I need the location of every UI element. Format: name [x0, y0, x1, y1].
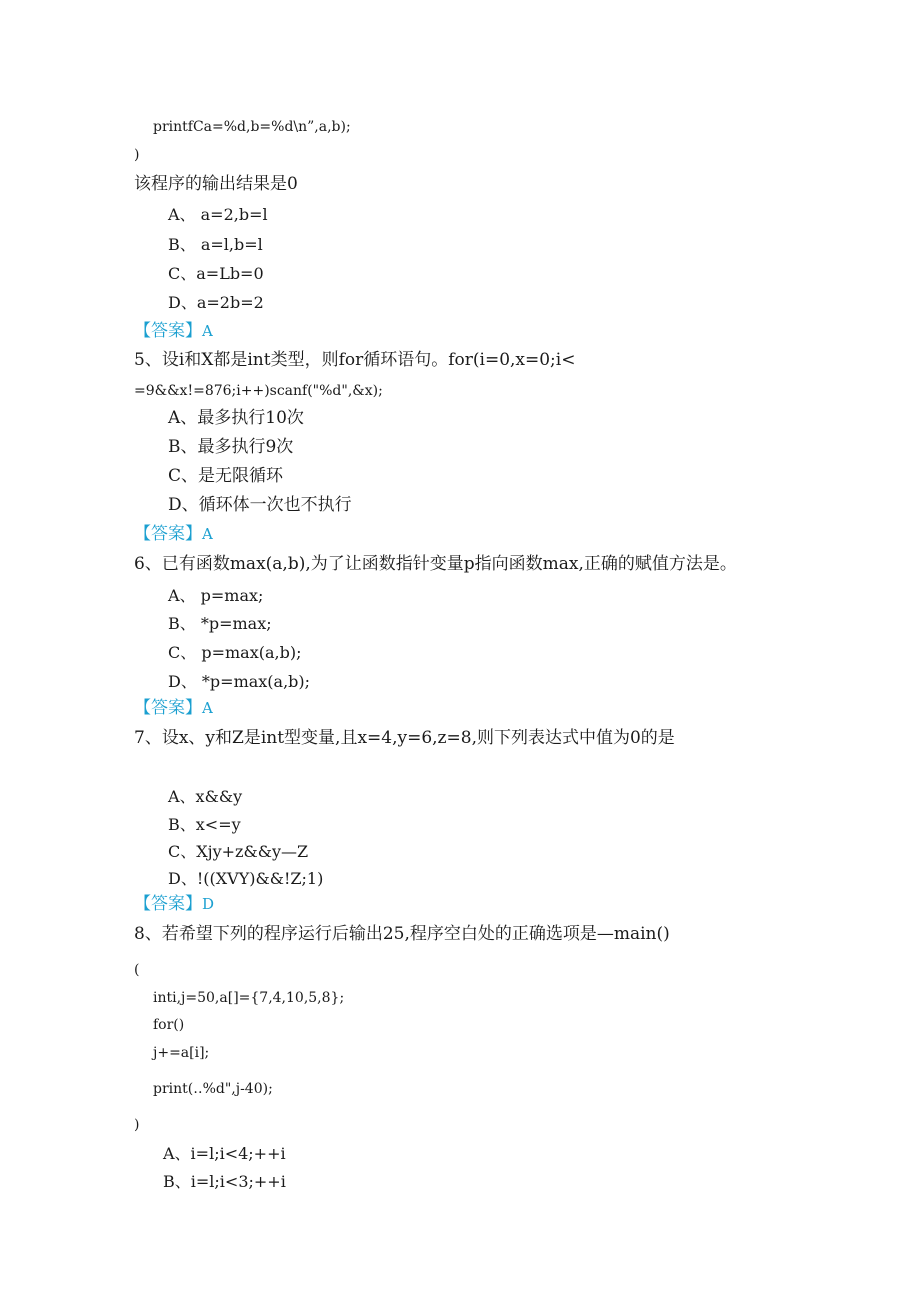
answer-label: 【答案】	[134, 698, 202, 718]
code-line: print(‥%d",j-40);	[153, 1081, 273, 1097]
answer-line	[134, 323, 213, 340]
option-d: D、a=2b=2	[168, 293, 264, 312]
question-5: 5、设i和X都是int类型，则for循环语句。for(i=0,x=0;i<	[134, 350, 576, 370]
option-c: C、是无限循环	[168, 466, 284, 486]
answer-value: D	[202, 895, 215, 913]
answer-label: 【答案】	[134, 321, 202, 341]
option-c: C、Xjy+z&&y—Z	[168, 842, 309, 861]
answer-label: 【答案】	[134, 524, 202, 544]
option-d: D、循环体一次也不执行	[168, 495, 352, 515]
question-6: 6、已有函数max(a,b),为了让函数指针变量p指向函数max,正确的赋值方法是。	[134, 554, 737, 574]
code-line: (	[134, 962, 140, 978]
answer-line	[134, 896, 214, 913]
option-d: D、 *p=max(a,b);	[168, 672, 311, 691]
option-c: C、 p=max(a,b);	[168, 643, 302, 662]
option-b: B、 a=l,b=l	[168, 235, 263, 254]
option-a: A、最多执行10次	[168, 408, 304, 428]
answer-line	[134, 700, 213, 717]
option-a: A、x&&y	[168, 787, 243, 806]
question-5-cont: =9&&x!=876;i++)scanf("%d",&x);	[134, 383, 383, 399]
question-8: 8、若希望下列的程序运行后输出25,程序空白处的正确选项是—main()	[134, 924, 670, 944]
option-d: D、!((XVY)&&!Z;1)	[168, 869, 324, 888]
code-line: inti,j=50,a[]={7,4,10,5,8};	[153, 990, 345, 1006]
option-b: B、i=l;i<3;++i	[163, 1172, 286, 1191]
answer-line	[134, 526, 213, 543]
option-a: A、 p=max;	[168, 586, 264, 605]
answer-value: A	[202, 322, 213, 340]
option-c: C、a=Lb=0	[168, 264, 264, 283]
code-line: printfCa=%d,b=%d\n”,a,b);	[153, 119, 351, 135]
answer-label: 【答案】	[134, 894, 202, 914]
code-line: for()	[153, 1017, 185, 1033]
option-b: B、x<=y	[168, 815, 241, 834]
option-a: A、i=l;i<4;++i	[163, 1144, 286, 1163]
answer-value: A	[202, 699, 213, 717]
question-7: 7、设x、y和Z是int型变量,且x=4,y=6,z=8,则下列表达式中值为0的是	[134, 728, 675, 748]
option-b: B、最多执行9次	[168, 437, 294, 457]
answer-value: A	[202, 525, 213, 543]
code-line: )	[134, 1117, 140, 1133]
code-line: j+=a[i];	[153, 1045, 210, 1061]
question-text: 该程序的输出结果是0	[134, 174, 298, 194]
code-line: )	[134, 147, 140, 163]
option-b: B、 *p=max;	[168, 614, 272, 633]
option-a: A、 a=2,b=l	[168, 205, 268, 224]
